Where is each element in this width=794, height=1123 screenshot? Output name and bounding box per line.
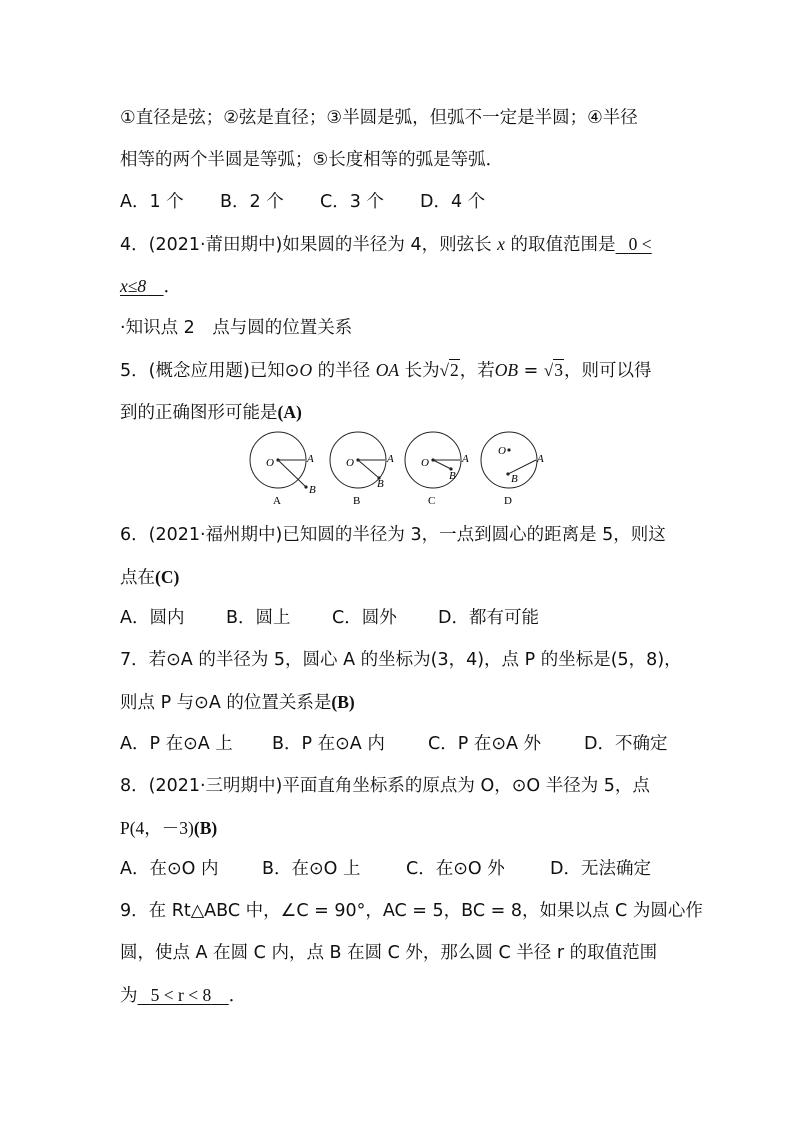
q7-line2: 则点 P 与⊙A 的位置关系是 [120,693,332,713]
q3-option-b: B．2 个 [220,192,284,212]
q8-option-d: D．无法确定 [550,859,651,879]
q3-options [120,190,485,214]
q8-question-line1: 8．(2021·三明期中)平面直角坐标系的原点为 O，⊙O 半径为 5，点 [120,776,650,796]
figure-b [330,432,394,507]
figure-d [481,432,544,507]
q4-question [120,232,652,257]
figure-b-caption: B [353,495,361,507]
q9-answer-blank [138,985,229,1005]
figure-b-segment-ob [358,460,379,478]
q3-statement-line1: ①直径是弦；②弦是直径；③半圆是弧，但弧不一定是半圆；④半径 [120,108,638,128]
q7-options [120,732,667,756]
q3-option-a: A．1 个 [120,192,184,212]
q6-question-line1: 6．(2021·福州期中)已知圆的半径为 3，一点到圆心的距离是 5，则这 [120,525,666,545]
q6-option-b: B．圆上 [226,608,291,628]
q8-option-a: A．在⊙O 内 [120,859,219,879]
q9-question-line1: 9．在 Rt△ABC 中，∠C = 90°，AC = 5，BC = 8，如果以点 C 为圆心作 [120,901,703,921]
q5-sqrt3: √3 [543,360,563,380]
q4-text: 4．(2021·莆田期中)如果圆的半径为 4，则弦长 [120,235,492,255]
q4-answer-line2 [120,274,181,299]
q6-options [120,606,539,630]
q9-question-line2: 圆，使点 A 在圆 C 内，点 B 在圆 C 外，那么圆 C 半径 r 的取值范围 [120,943,658,963]
q4-text2: 的取值范围是 [510,235,616,255]
q8-line2: P(4，－3) [120,818,194,838]
figure-c-label-o: O [421,457,429,469]
q5-text-c: 长为 [404,361,440,381]
q5-eq: = [518,361,544,381]
q7-option-d: D．不确定 [584,734,668,754]
figure-c [405,432,469,507]
figure-a-caption: A [273,495,281,507]
q5-figures [240,428,570,512]
section-title: ·知识点 2 点与圆的位置关系 [120,318,353,338]
q5-answer: (A) [277,402,302,422]
figure-d-label-b: B [511,473,518,485]
figure-c-segment-ob [433,460,451,469]
q7-question-line1: 7．若⊙A 的半径为 5，圆心 A 的坐标为(3，4)，点 P 的坐标是(5，8)， [120,650,682,670]
figure-d-segment-ba [508,460,536,474]
figure-d-label-a: A [537,453,544,465]
figure-c-caption: C [428,495,436,507]
figure-b-point-o [356,458,359,461]
q9-answer: 5 < r < 8 [150,985,212,1005]
q4-answer-part2 [120,276,164,296]
q4-end: ． [163,277,182,297]
figure-d-circle [481,432,537,488]
figure-b-label-a: A [387,453,394,465]
figure-c-label-b: B [449,470,456,482]
q3-option-d: D．4 个 [420,192,486,212]
q5-sqrt3-value: 3 [554,360,563,380]
figure-b-label-b: B [377,478,384,490]
q5-line2: 到的正确图形可能是 [120,403,278,423]
figure-a-label-o: O [266,457,274,469]
figure-a-point-b [304,485,307,488]
q7-answer: (B) [331,692,355,712]
figure-c-label-a: A [462,453,469,465]
q7-question-line2 [120,690,355,715]
q4-var: x [497,234,505,254]
figure-d-caption: D [504,495,512,507]
q5-text-d: ，若 [459,361,495,381]
q4-answer-part1-text: 0 < [628,234,652,254]
q5-question-line1 [120,358,651,383]
q5-sqrt2: √2 [439,360,459,380]
figure-d-point-b [506,472,509,475]
q8-option-c: C．在⊙O 外 [406,859,505,879]
q7-option-c: C．P 在⊙A 外 [428,734,542,754]
q5-text-e: ，则可以得 [563,361,652,381]
q5-circle-o: O [299,360,313,380]
q8-question-line2 [120,816,217,841]
q9-end: ． [228,986,247,1006]
figure-a-label-a: A [307,453,314,465]
q6-option-a: A．圆内 [120,608,185,628]
q8-options [120,857,651,881]
q6-option-d: D．都有可能 [438,608,539,628]
q6-option-c: C．圆外 [332,608,397,628]
figure-d-point-o [507,448,510,451]
q5-oa: OA [375,360,400,380]
q9-question-line3 [120,983,246,1008]
q3-statement-line2: 相等的两个半圆是等弧；⑤长度相等的弧是等弧． [120,150,504,170]
figure-a-segment-ob [278,460,306,487]
q6-question-line2 [120,565,179,590]
q6-line2: 点在 [120,568,155,588]
figure-a-point-o [276,458,279,461]
q8-option-b: B．在⊙O 上 [262,859,361,879]
figure-c-point-o [431,458,434,461]
q4-answer-part1 [616,234,652,254]
q5-text-b: 的半径 [317,361,371,381]
q8-answer: (B) [193,818,218,838]
q9-line3-pre: 为 [120,986,138,1006]
q6-answer: (C) [155,567,180,587]
q4-answer-part2-text: x≤8 [120,276,147,296]
q7-option-a: A．P 在⊙A 上 [120,734,233,754]
q5-question-line2 [120,400,302,425]
q5-sqrt2-value: 2 [450,360,459,380]
figure-b-label-o: O [346,457,354,469]
q3-option-c: C．3 个 [320,192,384,212]
figure-a-label-b: B [309,484,316,496]
q5-ob: OB [494,360,519,380]
q5-text-a: 5．(概念应用题)已知⊙ [120,361,300,381]
figure-d-label-o: O [498,445,506,457]
q7-option-b: B．P 在⊙A 内 [272,734,385,754]
figure-a [250,432,316,507]
